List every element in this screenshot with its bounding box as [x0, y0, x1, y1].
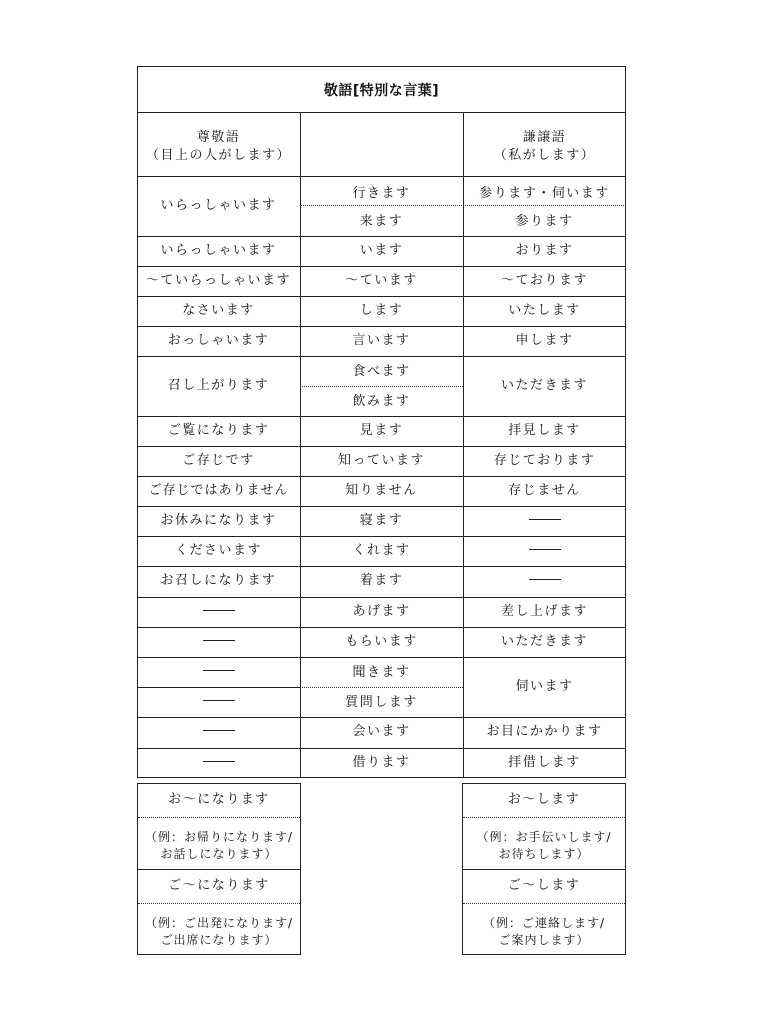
table-cell-sonkeigo: 召し上がります	[167, 377, 270, 393]
table-cell-sonkeigo: お休みになります	[160, 512, 277, 528]
table-title: 敬語[特別な言葉]	[323, 83, 440, 100]
example-line: ご出席になります）	[160, 933, 278, 947]
table-cell-base: くれます	[352, 542, 411, 558]
table-cell-sonkeigo: お召しになります	[160, 573, 277, 589]
empty-dash	[463, 504, 626, 534]
table-cell-kenjougo: おります	[515, 242, 574, 258]
example-line: （例：ご出発になります/	[144, 916, 294, 931]
pattern-o-shimasu: お～します	[507, 791, 581, 807]
kenjougo-label: 謙譲語	[522, 129, 567, 145]
table-cell-base: 会います	[352, 724, 411, 740]
table-cell-kenjougo: 存じております	[493, 452, 596, 468]
table-cell-base: 食べます	[352, 363, 411, 379]
table-cell-sonkeigo: ご存じです	[182, 452, 255, 468]
table-cell-base: 行きます	[352, 185, 411, 201]
pattern-example-1	[462, 818, 626, 868]
table-cell-kenjougo: 参ります・伺います	[479, 185, 610, 201]
example-line: （例：お帰りになります/	[144, 830, 294, 845]
table-cell-kenjougo: 拝見します	[508, 422, 581, 438]
table-cell-base: 来ます	[359, 213, 404, 229]
table-cell-base: 知りません	[345, 482, 418, 498]
table-cell-sonkeigo: なさいます	[182, 302, 255, 318]
table-cell-kenjougo: ～ております	[500, 272, 588, 288]
table-cell-sonkeigo: くださいます	[174, 542, 262, 558]
pattern-example-2	[137, 904, 301, 954]
empty-dash	[137, 655, 300, 685]
sonkeigo-sub-label: （目上の人がします）	[145, 148, 291, 163]
empty-dash	[137, 746, 300, 776]
table-cell-kenjougo: 伺います	[515, 678, 574, 694]
pattern-go-shimasu: ご～します	[507, 877, 581, 893]
table-cell-base: あげます	[352, 603, 411, 619]
table-cell-base: 寝ます	[359, 512, 404, 528]
kenjougo-sub-label: （私がします）	[493, 148, 596, 163]
empty-dash	[137, 685, 300, 715]
table-cell-sonkeigo: ご存じではありません	[148, 482, 289, 498]
empty-dash	[463, 534, 626, 564]
table-cell-base: 見ます	[359, 422, 404, 438]
table-cell-kenjougo: 差し上げます	[500, 603, 588, 619]
example-line: （例：お手伝いします/	[476, 830, 612, 845]
table-cell-kenjougo: いただきます	[500, 633, 588, 649]
example-line: お待ちします）	[498, 847, 590, 861]
table-cell-base: 言います	[352, 332, 411, 348]
table-cell-base: もらいます	[345, 633, 418, 649]
sonkeigo-header	[137, 112, 300, 176]
table-cell-sonkeigo: おっしゃいます	[167, 332, 270, 348]
pattern-example-1	[137, 818, 301, 868]
empty-dash	[463, 564, 626, 594]
table-cell-base: します	[359, 302, 404, 318]
empty-dash	[137, 625, 300, 655]
table-cell-base: います	[359, 242, 404, 258]
table-cell-base: 借ります	[352, 754, 411, 770]
pattern-go-ni-narimasu: ご～になります	[168, 877, 270, 893]
empty-dash	[137, 715, 300, 745]
table-cell-sonkeigo: いらっしゃいます	[160, 242, 277, 258]
example-line: ご案内します）	[498, 933, 590, 947]
table-cell-kenjougo: 申します	[515, 332, 574, 348]
example-line: お話しになります）	[160, 847, 278, 861]
table-cell-base: ～ています	[345, 272, 418, 288]
table-cell-sonkeigo: ご覧になります	[167, 422, 270, 438]
table-cell-kenjougo: お目にかかります	[486, 724, 603, 740]
sonkeigo-label: 尊敬語	[196, 129, 241, 145]
pattern-o-ni-narimasu: お～になります	[168, 791, 270, 807]
table-cell-base: 知っています	[337, 452, 425, 468]
table-cell-base: 聞きます	[352, 664, 411, 680]
table-cell-base: 飲みます	[352, 393, 411, 409]
empty-dash	[137, 595, 300, 625]
table-cell-base: 着ます	[359, 573, 404, 589]
example-line: （例：ご連絡します/	[482, 916, 606, 931]
table-cell-kenjougo: 拝借します	[508, 754, 581, 770]
table-cell-sonkeigo: ～ていらっしゃいます	[145, 272, 291, 288]
table-cell-kenjougo: いただきます	[500, 377, 588, 393]
table-cell-sonkeigo: いらっしゃいます	[160, 197, 277, 213]
kenjougo-header	[463, 112, 626, 176]
table-cell-base: 質問します	[345, 694, 418, 710]
table-cell-kenjougo: いたします	[508, 302, 581, 318]
pattern-example-2	[462, 904, 626, 954]
table-cell-kenjougo: 存じません	[508, 482, 581, 498]
table-cell-kenjougo: 参ります	[515, 213, 574, 229]
